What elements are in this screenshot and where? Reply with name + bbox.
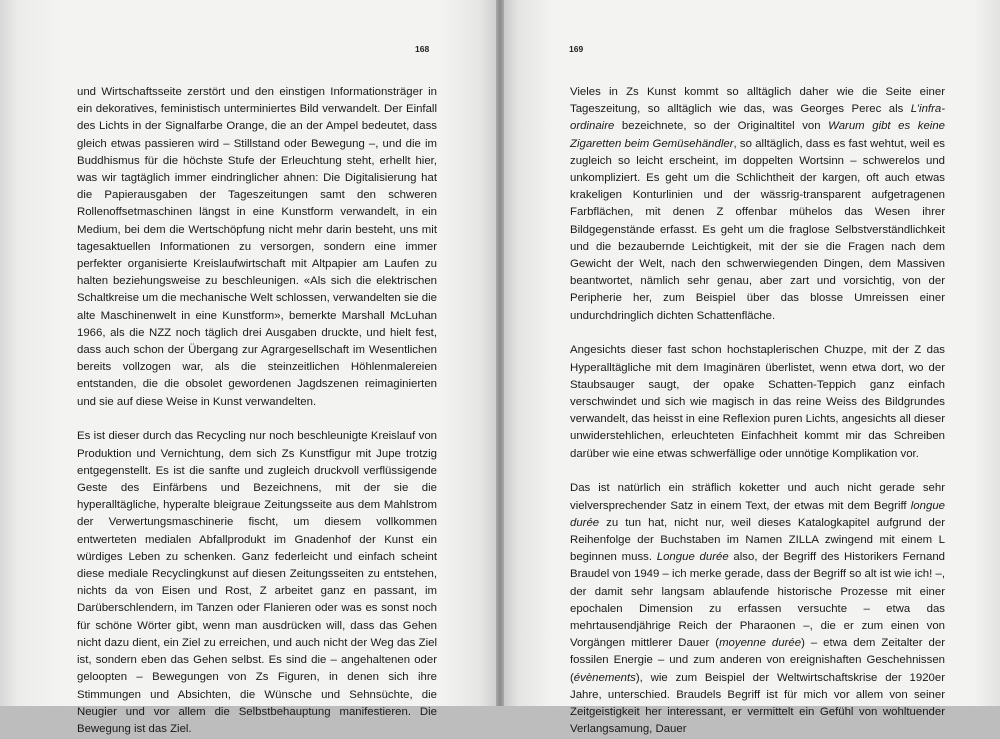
paragraph — [570, 84, 945, 325]
paragraph: Es ist dieser durch das Recycling nur noch beschleunigte Kreislauf von Produktion und Vernichtung, dem sich Zs Kunstfigur mit Jupe trotzig entgegenstellt. Es ist die sanfte und zugleich druckvoll verflüssigende Geste des Einfärbens und Bezeichnens, mit der sie die hyperalltägliche, hyperalte bleigraue Zeitungsseite aus dem Mahlstrom der Verwertungsmaschinerie fischt, um diesem vollkommen entwerteten medialen Abfallprodukt im Gnadenhof der Kunst ein würdiges Leben zu schenken. Ganz federleicht und einfach scheint diese mediale Recyclingkunst auf diesen Zeitungsseiten zu entstehen, nichts da von Eisen und Rost, Z arbeitet ganz en passant, im Darüberschlendern, im Tanzen oder Flanieren oder was es sonst noch für schöne Wörter gibt, wenn man ausdrücken will, dass das Gehen nicht dazu dient, ein Ziel zu erreichen, und auch nicht der Weg das Ziel ist, sondern eben das Gehen selbst. Es sind die – angehaltenen oder geloopten – Bewegungen von Zs Figuren, in denen sich ihre Stimmungen und Absichten, die Wünsche und Sehnsüchte, die Neugier und vor allem die Selbstbehauptung manifestieren. Die Bewegung ist das Ziel. — [77, 430, 437, 735]
text-run: , so alltäglich, dass es fast wehtut, weil es zugleich so leicht erscheint, im doppelten Wortsinn – schwerelos und unkompliziert. Es geht um die Schlichtheit der kargen, oft auch etwas krakeligen Konturlinien und der wässrig-transparent aufgetragenen Farbflächen, mit denen Z offenbar mühelos das Wesen ihrer Bildgegenstände erfasst. Es geht um die fraglose Selbstverständlichkeit und die bezaubernde Leichtigkeit, mit der sie die Fragen nach dem Gewicht der Welt, nach den schwerwiegenden Dingen, dem Massiven beantwortet, nämlich sehr genau, aber zart und vorsichtig, von der Peripherie her, zum Beispiel über das blosse Umreissen einer undurchdringlich dichten Schattenfläche. — [570, 137, 945, 322]
text-run: also, der Begriff des Historikers Fernand Braudel von 1949 – ich merke gerade, dass der Begriff so alt ist wie ich! –, der damit sehr langsam ablaufende historische Prozesse mit einer epochalen Dimension zu erfassen versuchte – etwa das mehrtausendjährige Reich der Pharaonen –, die er zum einen von Vorgängen mittlerer Dauer ( — [570, 551, 946, 650]
text-run: Das ist natürlich ein sträflich koketter und auch nicht gerade sehr vielversprechender Satz in einem Text, der etwas mit dem Begriff — [570, 482, 945, 512]
text-run: bezeichnete, so der Originaltitel von — [614, 120, 829, 133]
italic-title: L’infra-ordinaire — [570, 103, 945, 133]
italic-term: moyenne durée — [719, 637, 802, 650]
right-page — [504, 0, 1000, 736]
text-run: ), wie zum Beispiel der Weltwirtschaftskrise der 1920er Jahre, unterschied. Braudels Begriff ist für mich vor allem von seiner Zeitgeistigkeit her interessant, er vermittelt ein Gefühl von wohltuender Verlangsamung, Dauer — [570, 671, 945, 736]
text-run: Vieles in Zs Kunst kommt so alltäglich daher wie die Seite einer Tageszeitung, so alltäglich wie das, was Georges Perec als — [570, 86, 945, 116]
right-page-body — [570, 84, 945, 739]
left-page-body — [77, 84, 437, 738]
italic-title: Warum gibt es keine Zigaretten beim Gemüsehändler — [570, 120, 945, 150]
text-run: zu tun hat, nicht nur, weil dieses Katalogkapitel aufgrund der Reihenfolge der Buchstaben im Namen ZILLA zwingend mit einem L beginnen muss. — [570, 516, 945, 564]
page-number-right: 169 — [569, 44, 584, 54]
paragraph: Angesichts dieser fast schon hochstaplerischen Chuzpe, mit der Z das Hyperalltägliche mit dem Imaginären überlistet, wenn etwa dort, wo der Staubsauger saugt, der opake Schatten-Teppich ganz einfach verschwindet und sich wie magisch in das reine Weiss des Bildgrundes verwandelt, das heisst in eine Reflexion puren Lichts, angesichts all dieser unwiderstehlichen, erleuchteten Einfachheit kommt mir das Schreiben darüber wie eine etwas schwerfällige oder unnötige Komplikation vor. — [570, 344, 945, 460]
paragraph — [570, 480, 945, 738]
book-gutter — [496, 0, 504, 706]
paragraph: und Wirtschaftsseite zerstört und den einstigen Informationsträger in ein dekoratives, feministisch unterminiertes Bild verwandelt. Der Einfall des Lichts in der Signalfarbe Orange, die an der Ampel bedeutet, dass gleich etwas passieren wird – Stillstand oder Bewegung –, und die im Buddhismus für die höchste Stufe der Erleuchtung steht, erhellt hier, was wir tagtäglich immer eindringlicher ahnen: Die Digitalisierung hat die Papierausgaben der Tageszeitungen samt den schweren Rollenoffsetmaschinen längst in eine Kunstform verwandelt, in ein Medium, bei dem die Wertschöpfung nicht mehr darin besteht, uns mit tagesaktuellen Informationen zu versorgen, sondern eine immer perfekter organisierte Kreislaufwirtschaft mit Altpapier am Laufen zu halten beziehungsweise zu beschleunigen. «Als sich die elektrischen Schaltkreise um die mechanische Welt schlossen, verwandelten sie die alte Maschinenwelt in eine Kunstform», bemerkte Marshall McLuhan 1966, als die NZZ noch täglich drei Ausgaben druckte, und hielt fest, dass auch schon der Übergang zur Agrargesellschaft im Wesentlichen bereits vollzogen war, als die steinzeitlichen Höhlenmalereien entstanden, die die obsolet gewordenen Jagdszenen reimaginierten und sie auf diese Weise in Kunst verwandelten. — [77, 86, 437, 408]
italic-term: Longue durée — [656, 551, 729, 564]
text-run: ) – etwa dem Zeitalter der fossilen Energie – und zum anderen von ereignishaften Geschehnissen ( — [570, 637, 946, 684]
page-number-left: 168 — [415, 44, 430, 54]
left-page — [0, 0, 496, 735]
italic-term: longue durée — [570, 499, 945, 529]
italic-term: évènements — [573, 671, 636, 684]
